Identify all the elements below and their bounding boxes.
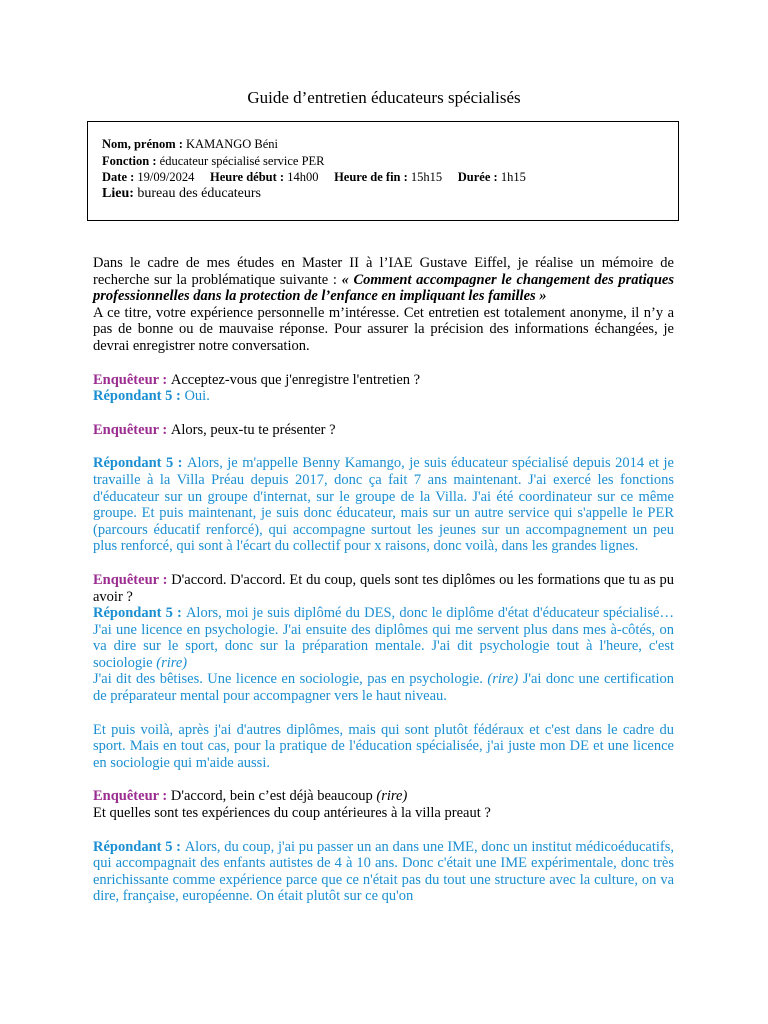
end-time-label: Heure de fin : [334,170,408,184]
start-time-label: Heure début : [209,170,285,184]
answer-3 [93,605,674,671]
function-label: Fonction : [102,153,157,168]
answer-2-text: Alors, je m'appelle Benny Kamango, je suis éducateur spécialisé depuis 2014 et je travaille à la Villa Préau depuis 2017, donc ça fait 7 ans maintenant. J'ai exercé les fonctions d'éducateur sur un groupe d'internat, sur le groupe de la Villa. J'ai été coordinateur sur ce même groupe. Et puis maintenant, je suis donc éducateur, mais sur un autre service qui s'appelle le PER (parcours éducatif renforcé), qui accompagne surtout les jeunes sur un accompagnement un peu plus renforcé, qui sont à l'écart du collectif pour x raisons, donc voilà, dans les grandes lignes. [93,455,674,555]
name-value: KAMANGO Béni [182,137,279,151]
start-time-value: 14h00 [284,170,319,184]
answer-3-text: Alors, moi je suis diplômé du DES, donc le diplôme d'état d'éducateur spécialisé… J'ai une licence en psychologie. J'ai ensuite des diplômes qui me servent plus dans mes à-côtés, on va dire sur le sport, donc sur la préparation mentale. J'ai dit psychologie tout à l'heure, c'est sociologie [93,605,674,671]
function-value: éducateur spécialisé service PER [156,153,325,168]
intro-paragraph-2: A ce titre, votre expérience personnelle m’intéresse. Cet entretien est totalement anonyme, il n’y a pas de bonne ou de mauvaise réponse. Pour assurer la précision des informations échangées, je devrai enregistrer notre conversation. [93,304,674,354]
document-title: Guide d’entretien éducateurs spécialisés [247,88,521,107]
laugh-note: (rire) [156,654,188,671]
question-3 [93,572,674,605]
intro-text: Dans le cadre de mes études en Master II à l’IAE Gustave Eiffel, je réalise un mémoire de recherche sur la problématique suivante : [93,255,674,288]
answer-3-continued [93,671,674,704]
laugh-note: (rire) [376,788,408,805]
answer-4-text: Alors, du coup, j'ai pu passer un an dans une IME, donc un institut médicoéducatifs, qui accompagnait des enfants autistes de 4 à 10 ans. Donc c'était une IME expérimentale, donc très enrichissante comme expérience parce que ce n'était pas du tout une structure avec la culture, on va dire, française, européenne. On était plutôt sur ce qu'on [93,838,675,905]
answer-3b-text-end: J'ai donc une certification de préparateur mental pour accompagner vers le haut niveau. [93,671,674,705]
respondent-label: Répondant 5 : [93,388,185,405]
research-question: « Comment accompagner le changement des pratiques professionnelles dans la protection de l’enfance en impliquant les familles » [93,271,674,305]
interviewer-label: Enquêteur : [93,421,171,438]
info-row-function [102,153,678,170]
respondent-label: Répondant 5 : [93,605,186,622]
date-label: Date : [102,170,135,184]
laugh-note: (rire) [487,671,519,688]
interview-info-box [87,121,679,221]
name-label: Nom, prénom : [102,137,183,151]
question-3-text: D'accord. D'accord. Et du coup, quels sont tes diplômes ou les formations que tu as pu avoir ? [93,571,674,605]
date-value: 19/09/2024 [134,170,195,184]
place-label: Lieu: [102,185,134,201]
interviewer-label: Enquêteur : [93,371,171,388]
info-row-place [102,186,678,203]
interviewer-label: Enquêteur : [93,571,172,588]
answer-1 [93,388,674,405]
intro-paragraph [93,255,674,305]
answer-3-paragraph: Et puis voilà, après j'ai d'autres diplômes, mais qui sont plutôt fédéraux et c'est dans le cadre du sport. Mais en tout cas, pour la pratique de l'éducation spécialisée, j'ai juste mon DE et une licence en sociologie qui m'aide aussi. [93,721,674,771]
question-2 [93,422,674,439]
question-4-text: D'accord, bein c’est déjà beaucoup [170,788,377,805]
question-4-continued: Et quelles sont tes expériences du coup antérieures à la villa preaut ? [93,805,491,822]
question-4 [93,788,674,805]
question-1 [93,372,674,389]
info-row-name [102,136,678,153]
interview-body [93,255,674,905]
respondent-label: Répondant 5 : [93,838,185,855]
answer-2 [93,455,674,555]
info-row-date-time [102,169,678,186]
end-time-value: 15h15 [407,170,443,184]
interviewer-label: Enquêteur : [93,788,171,805]
respondent-label: Répondant 5 : [93,455,187,472]
duration-label: Durée : [457,170,498,184]
answer-1-text: Oui. [184,388,210,405]
answer-4 [93,839,674,905]
question-2-text: Alors, peux-tu te présenter ? [170,421,336,438]
duration-value: 1h15 [497,170,526,184]
place-value: bureau des éducateurs [133,185,261,201]
question-1-text: Acceptez-vous que j'enregistre l'entretien ? [170,371,421,388]
answer-3b-text: J'ai dit des bêtises. Une licence en sociologie, pas en psychologie. [93,671,488,688]
